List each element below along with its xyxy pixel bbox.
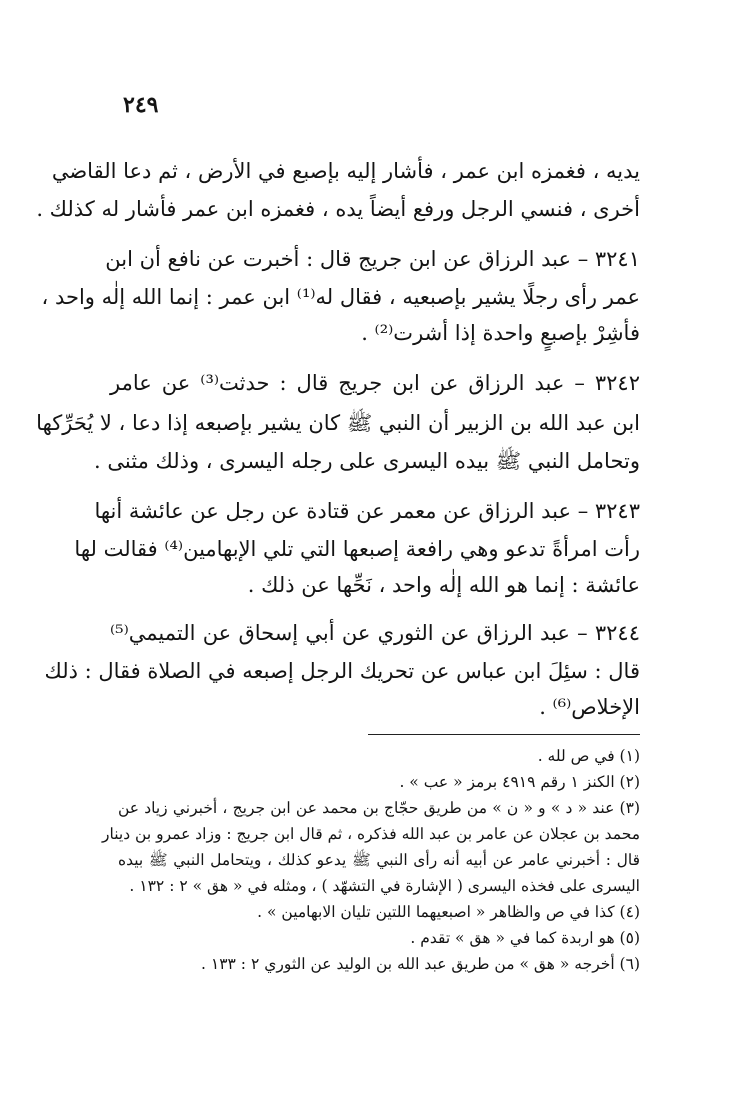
body-line: عائشة : إنما هو الله إلٰه واحد ، نَحِّها عن ذلك . [247, 573, 640, 597]
body-line: عمر رأى رجلًا يشير بإصبعيه ، فقال له⁽¹⁾ ابن عمر : إنما الله إلٰه واحد ، [41, 285, 640, 309]
footnote-2: (٢) الكنز ١ رقم ٤٩١٩ برمز « عب » . [399, 773, 640, 791]
footnote-6: (٦) أخرجه « هق » من طريق عبد الله بن الوليد عن الثوري ٢ : ١٣٣ . [201, 955, 640, 973]
footnote-3: (٣) عند « د » و « ن » من طريق حجّاج بن محمد عن ابن جريج ، أخبرني زياد عن [118, 799, 640, 817]
body-line: أخرى ، فنسي الرجل ورفع أيضاً يده ، فغمزه ابن عمر فأشار له كذلك . [36, 197, 640, 221]
body-line: وتحامل النبي ﷺ بيده اليسرى على رجله اليسرى ، وذلك مثنى . [94, 449, 640, 473]
body-line: الإخلاص⁽⁶⁾ . [539, 695, 640, 719]
footnote-3-cont: محمد بن عجلان عن عامر بن عبد الله فذكره ، ثم قال ابن جريج : وزاد عمرو بن دينار [102, 825, 640, 843]
footnote-1: (١) في ص لله . [537, 747, 640, 765]
body-line: فأشِرْ بإصبعٍ واحدة إذا أشرت⁽²⁾ . [361, 321, 640, 345]
footnote-3-cont: قال : أخبرني عامر عن أبيه أنه رأى النبي ﷺ يدعو كذلك ، ويتحامل النبي ﷺ بيده [118, 851, 640, 869]
body-line: قال : سئِلَ ابن عباس عن تحريك الرجل إصبعه في الصلاة فقال : ذلك [44, 659, 640, 683]
hadith-3243-line: ٣٢٤٣ – عبد الرزاق عن معمر عن قتادة عن رجل عن عائشة أنها [94, 499, 640, 523]
hadith-3241-line: ٣٢٤١ – عبد الرزاق عن ابن جريج قال : أخبرت عن نافع أن ابن [105, 247, 640, 271]
body-line: ابن عبد الله بن الزبير أن النبي ﷺ كان يشير بإصبعه إذا دعا ، لا يُحَرِّكها [36, 411, 640, 435]
page-number: ٢٤٩ [123, 92, 159, 118]
footnote-separator [368, 734, 640, 735]
hadith-3242-line: ٣٢٤٢ – عبد الرزاق عن ابن جريج قال : حدثت⁽³⁾ عن عامر [110, 371, 640, 395]
footnote-5: (٥) هو اربدة كما في « هق » تقدم . [410, 929, 640, 947]
body-line: يديه ، فغمزه ابن عمر ، فأشار إليه بإصبع في الأرض ، ثم دعا القاضي [51, 159, 640, 183]
footnote-3-cont: اليسرى على فخذه اليسرى ( الإشارة في التشهّد ) ، ومثله في « هق » ٢ : ١٣٢ . [129, 877, 640, 895]
footnote-4: (٤) كذا في ص والظاهر « اصبعيهما اللتين تليان الابهامين » . [257, 903, 640, 921]
hadith-3244-line: ٣٢٤٤ – عبد الرزاق عن الثوري عن أبي إسحاق عن التميمي⁽⁵⁾ [110, 621, 640, 645]
body-line: رأت امرأةً تدعو وهي رافعة إصبعها التي تلي الإبهامين⁽⁴⁾ فقالت لها [74, 537, 640, 561]
